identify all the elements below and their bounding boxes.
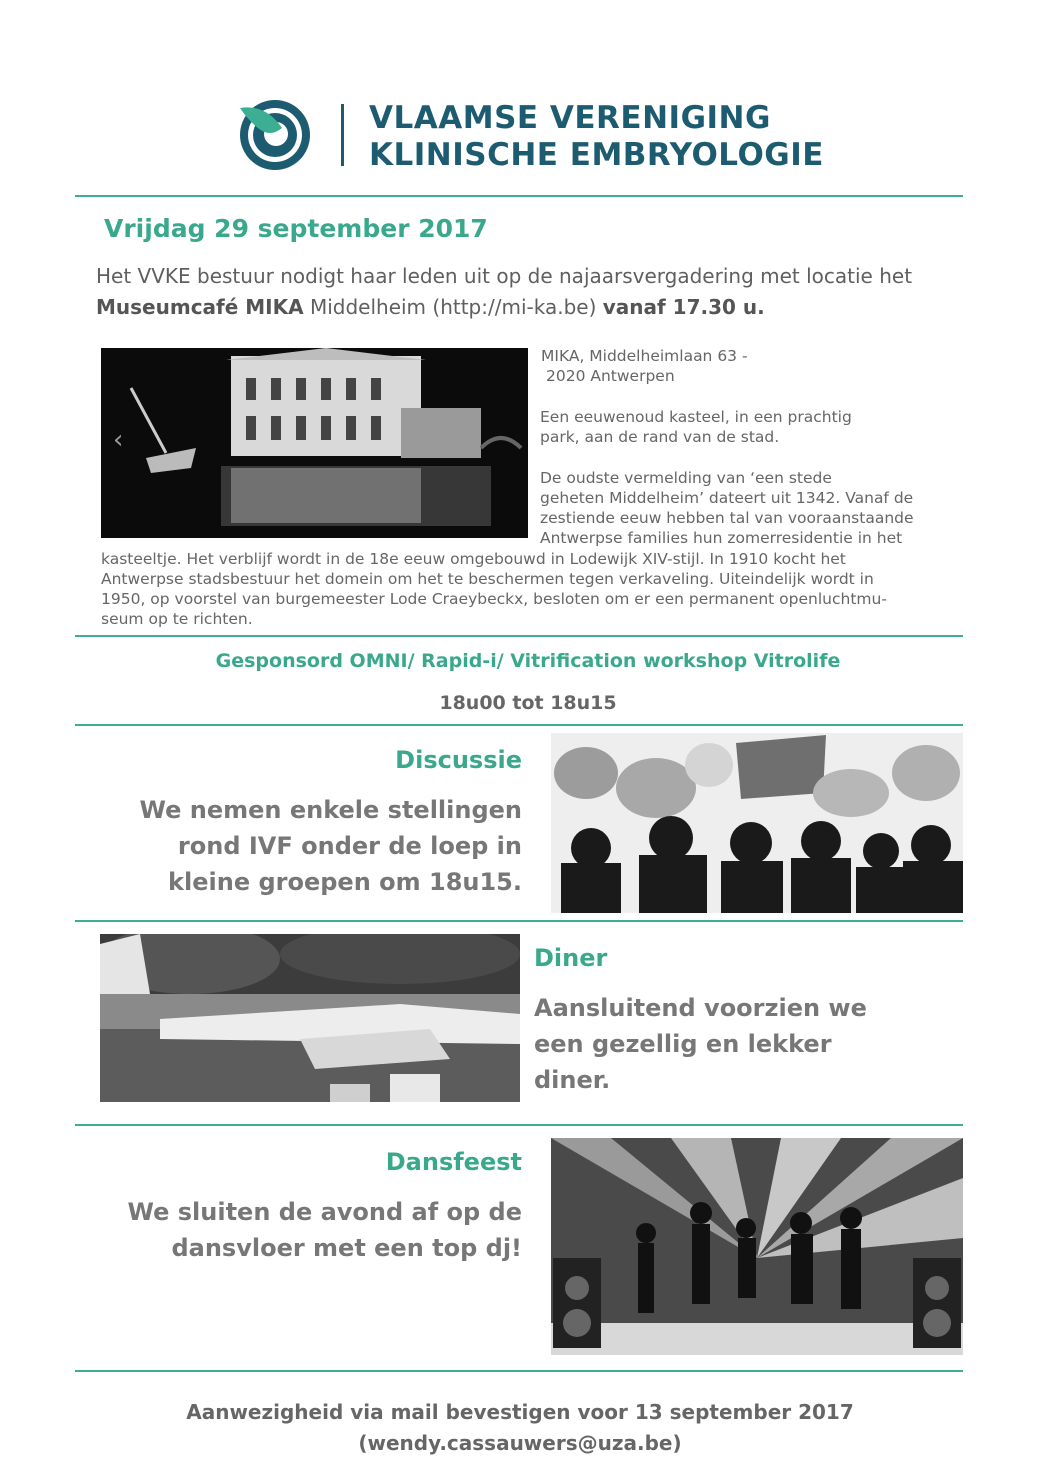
divider-3 [75, 724, 963, 726]
address-line2: 2020 Antwerpen [546, 367, 675, 385]
mika-castle-photo [101, 348, 528, 538]
dance-text [60, 1194, 522, 1266]
dinner-text [534, 990, 867, 1098]
location-address [541, 346, 748, 386]
sponsor-time: 18u00 tot 18u15 [439, 692, 617, 714]
rsvp-line: Aanwezigheid via mail bevestigen voor 13 september 2017 [186, 1400, 854, 1424]
divider-6 [75, 1370, 963, 1372]
desc2-line4: Antwerpse families hun zomerresidentie in het [540, 529, 903, 547]
event-time: vanaf 17.30 u. [602, 295, 765, 319]
dinner-photo [100, 934, 520, 1102]
desc2-line1: De oudste vermelding van ‘een stede [540, 469, 832, 487]
rsvp-email[interactable]: (wendy.cassauwers@uza.be) [358, 1431, 682, 1455]
event-date: Vrijdag 29 september 2017 [104, 214, 488, 243]
dance-heading: Dansfeest [385, 1148, 522, 1176]
discussion-line3: kleine groepen om 18u15. [168, 868, 522, 896]
location-description-1 [540, 407, 852, 447]
dance-line1: We sluiten de avond af op de [127, 1198, 522, 1226]
discussion-line1: We nemen enkele stellingen [139, 796, 522, 824]
intro-text-mid: Middelheim (http://mi-ka.be) [303, 295, 603, 319]
intro-text: Het VVKE bestuur nodigt haar leden uit op de najaarsvergadering met locatie het [96, 264, 913, 288]
desc2-full1: kasteeltje. Het verblijf wordt in de 18e eeuw omgebouwd in Lodewijk XIV-stijl. In 1910 kocht het [101, 550, 846, 568]
divider-4 [75, 920, 963, 922]
event-intro [96, 261, 976, 323]
desc2-full3: 1950, op voorstel van burgemeester Lode Craeybeckx, besloten om er een permanent openluchtmu- [101, 590, 887, 608]
svg-text:‹: ‹ [113, 425, 124, 455]
dinner-line3: diner. [534, 1066, 611, 1094]
dinner-line1: Aansluitend voorzien we [534, 994, 867, 1022]
address-line1: MIKA, Middelheimlaan 63 - [541, 347, 748, 365]
org-name [369, 100, 824, 174]
desc2-full2: Antwerpse stadsbestuur het domein om het te beschermen tegen verkaveling. Uiteindelijk wordt in [101, 570, 874, 588]
desc1-line2: park, aan de rand van de stad. [540, 428, 780, 446]
location-description-2 [540, 468, 914, 548]
dance-line2: dansvloer met een top dj! [171, 1234, 522, 1262]
org-name-line1: VLAAMSE VERENIGING [369, 100, 771, 136]
divider-5 [75, 1124, 963, 1126]
desc2-full4: seum op te richten. [101, 610, 253, 628]
dance-illustration [551, 1138, 963, 1355]
desc1-line1: Een eeuwenoud kasteel, in een prachtig [540, 408, 852, 426]
sponsor-title: Gesponsord OMNI/ Rapid-i/ Vitrification workshop Vitrolife [215, 650, 841, 672]
desc2-line2: geheten Middelheim’ dateert uit 1342. Vanaf de [540, 489, 914, 507]
divider-2 [75, 635, 963, 637]
vvke-logo-icon [236, 98, 314, 172]
org-name-line2: KLINISCHE EMBRYOLOGIE [369, 137, 824, 173]
divider-1 [75, 195, 963, 197]
location-description-3 [101, 549, 961, 629]
logo-divider [341, 104, 344, 166]
discussion-heading: Discussie [395, 746, 522, 774]
venue-name: Museumcafé MIKA [96, 295, 304, 319]
dinner-line2: een gezellig en lekker [534, 1030, 832, 1058]
discussion-line2: rond IVF onder de loep in [177, 832, 522, 860]
dinner-heading: Diner [534, 944, 608, 972]
logo [236, 98, 314, 172]
discussion-text [60, 792, 522, 900]
desc2-line3: zestiende eeuw hebben tal van vooraanstaande [540, 509, 914, 527]
discussion-illustration [551, 733, 963, 913]
